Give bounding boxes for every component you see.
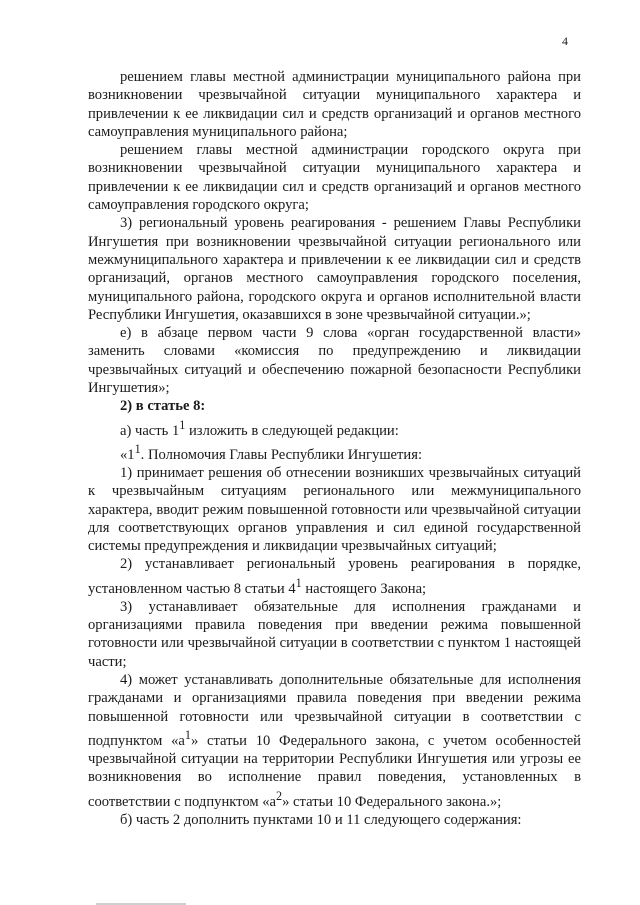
paragraph-p11: 4) может устанавливать дополнительные обязательные для исполнения гражданами и организациями правила поведения при введении режима повышенной готовности или чрезвычайной ситуации в соответствии с подпунктом «$а^1$» статьи 10 Федерального закона, с учетом особенностей чрезвычайной ситуации на территории Республики Ингушетия или угрозы ее возникновения во исполнение правил поведения, установленных в соответствии с подпунктом «$а^2$» статьи 10 Федерального закона.»; — [88, 672, 581, 810]
paragraph-p12: б) часть 2 дополнить пунктами 10 и 11 следующего содержания: — [120, 811, 522, 828]
paragraph-p6: а) часть $1^1$ изложить в следующей редакции: — [120, 417, 399, 439]
paragraph-p9: 2) устанавливает региональный уровень реагирования в порядке, установленном частью 8 статьи $4^1$ настоящего Закона; — [88, 556, 581, 597]
paragraph-p3: 3) региональный уровень реагирования - решением Главы Республики Ингушетия при возникновении чрезвычайной ситуации регионального или межмуниципального характера и привлечении к ее ликвидации сил и средств организаций, органов местного самоуправления городского поселения, муниципального района, городского округа и органов исполнительной власти Республики Ингушетия, оказавшихся в зоне чрезвычайной ситуации.»; — [88, 215, 581, 323]
paragraph-p4: е) в абзаце первом части 9 слова «орган государственной власти» заменить словами «комиссия по предупреждению и ликвидации чрезвычайных ситуаций и обеспечению пожарной безопасности Республики Ингушетия»; — [88, 325, 581, 397]
page-number: 4 — [562, 34, 568, 48]
document-body — [88, 68, 581, 829]
paragraph-p10: 3) устанавливает обязательные для исполнения гражданами и организациями правила поведения при введении режима повышенной готовности или чрезвычайной ситуации в соответствии с пунктом 1 настоящей части; — [88, 598, 581, 670]
paragraph-p8: 1) принимает решения об отнесении возникших чрезвычайных ситуаций к чрезвычайным ситуациям регионального или межмуниципального характера, вводит режим повышенной готовности или чрезвычайной ситуации для соответствующих органов управления и сил единой государственной системы предупреждения и ликвидации чрезвычайных ситуаций; — [88, 464, 581, 555]
paragraph-p7: «$1^1$. Полномочия Главы Республики Ингушетия: — [120, 441, 422, 463]
paragraph-p5: 2) в статье 8: — [120, 398, 206, 415]
paragraph-p1: решением главы местной администрации муниципального района при возникновении чрезвычайной ситуации муниципального характера и привлечении к ее ликвидации сил и средств организаций и органов местного самоуправления муниципального района; — [88, 69, 581, 140]
paragraph-p2: решением главы местной администрации городского округа при возникновении чрезвычайной ситуации муниципального характера и привлечении к ее ликвидации сил и средств организаций и органов местного самоуправления городского округа; — [88, 142, 581, 214]
